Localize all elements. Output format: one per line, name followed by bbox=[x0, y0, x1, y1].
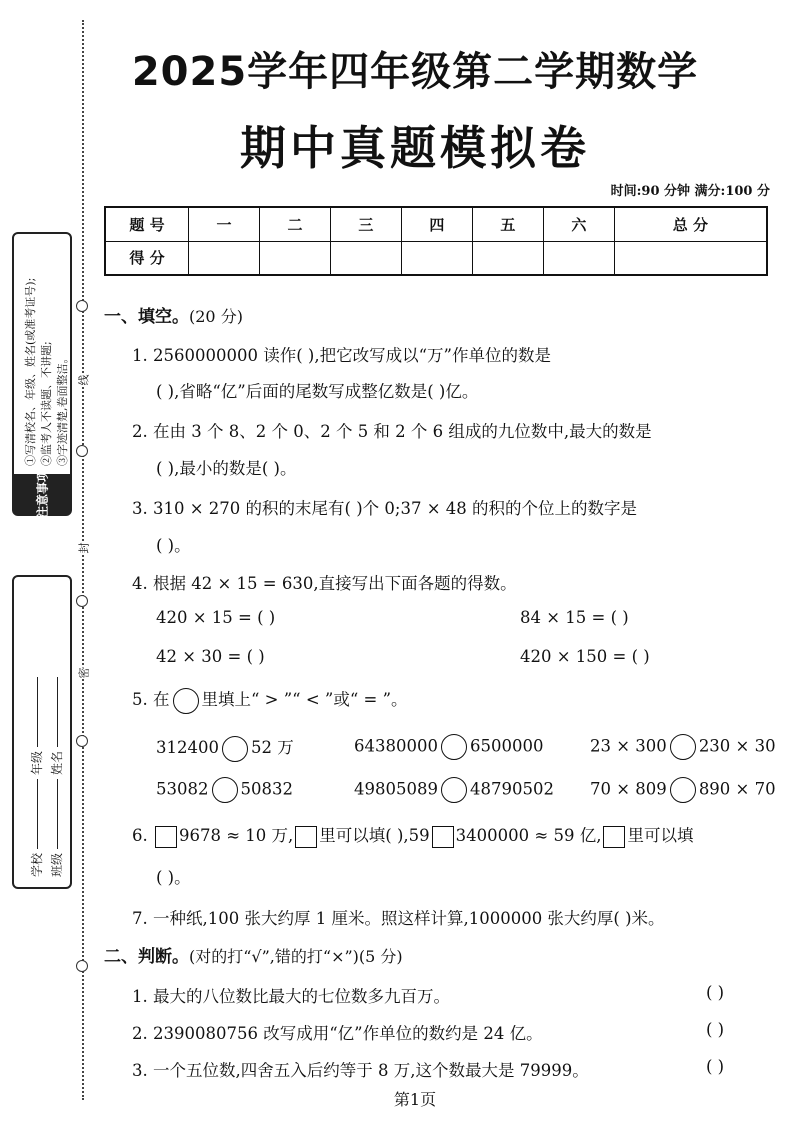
blank-square-icon[interactable] bbox=[432, 826, 454, 848]
judge-item-2: 2. 2390080756 改写成用“亿”作单位的数约是 24 亿。 bbox=[132, 1024, 543, 1043]
q2-line1: 2. 在由 3 个 8、2 个 0、2 个 5 和 2 个 6 组成的九位数中,最大的数是 bbox=[132, 422, 652, 441]
q5-item: 70 × 809 890 × 70 bbox=[590, 777, 776, 803]
label-class: 班级 bbox=[50, 852, 64, 877]
table-cell: 五 bbox=[472, 207, 543, 241]
page-number: 第1页 bbox=[393, 1090, 437, 1109]
compare-circle-icon[interactable] bbox=[670, 777, 696, 803]
binding-hole bbox=[76, 595, 88, 607]
info-column-left bbox=[28, 673, 45, 877]
q5-item: 312400 52 万 bbox=[156, 734, 294, 762]
q4-item: 84 × 15 = ( ) bbox=[520, 608, 629, 627]
q1-line1: 1. 2560000000 读作( ),把它改写成以“万”作单位的数是 bbox=[132, 346, 551, 365]
score-table-score-row bbox=[105, 241, 767, 275]
q5-item: 23 × 300 230 × 30 bbox=[590, 734, 776, 760]
score-input-cell[interactable] bbox=[189, 241, 260, 275]
judge-answer-1[interactable]: ( ) bbox=[706, 983, 725, 1002]
info-column-right bbox=[48, 673, 65, 877]
table-cell: 总 分 bbox=[614, 207, 767, 241]
binding-hole bbox=[76, 300, 88, 312]
cut-word: 封 bbox=[77, 542, 91, 554]
binding-hole bbox=[76, 735, 88, 747]
binding-dotted-line bbox=[82, 20, 84, 1100]
judge-item-1: 1. 最大的八位数比最大的七位数多九百万。 bbox=[132, 987, 450, 1006]
judge-answer-3[interactable]: ( ) bbox=[706, 1057, 725, 1076]
table-cell: 四 bbox=[401, 207, 472, 241]
table-cell: 一 bbox=[189, 207, 260, 241]
compare-circle-icon[interactable] bbox=[212, 777, 238, 803]
compare-circle-icon[interactable] bbox=[222, 736, 248, 762]
q2-line2: ( ),最小的数是( )。 bbox=[156, 459, 297, 478]
compare-circle-icon bbox=[173, 688, 199, 714]
q3-line2: ( )。 bbox=[156, 536, 191, 555]
score-input-cell[interactable] bbox=[472, 241, 543, 275]
notice-box bbox=[12, 232, 72, 519]
blank-square-icon bbox=[295, 826, 317, 848]
q5-item: 53082 50832 bbox=[156, 777, 293, 803]
score-table-header-row bbox=[105, 207, 767, 241]
compare-circle-icon[interactable] bbox=[441, 734, 467, 760]
q4-item: 420 × 15 = ( ) bbox=[156, 608, 276, 627]
q3-line1: 3. 310 × 270 的积的末尾有( )个 0;37 × 48 的积的个位上的数字是 bbox=[132, 499, 638, 518]
student-info-box bbox=[12, 575, 72, 889]
q4-line1: 4. 根据 42 × 15 = 630,直接写出下面各题的得数。 bbox=[132, 574, 517, 593]
q5-item: 64380000 6500000 bbox=[354, 734, 543, 760]
q6-line1: 6. 9678 ≈ 10 万, 里可以填( ),59 3400000 ≈ 59 亿, 里可以填 bbox=[132, 822, 693, 848]
judge-answer-2[interactable]: ( ) bbox=[706, 1020, 725, 1039]
score-input-cell[interactable] bbox=[259, 241, 330, 275]
score-input-cell[interactable] bbox=[330, 241, 401, 275]
table-cell: 得 分 bbox=[105, 241, 189, 275]
q5-item: 49805089 48790502 bbox=[354, 777, 554, 803]
q1-line2: ( ),省略“亿”后面的尾数写成整亿数是( )亿。 bbox=[156, 382, 479, 401]
cut-word: 密 bbox=[77, 667, 91, 679]
cut-word: 线 bbox=[77, 374, 91, 386]
exam-info: 时间:90 分钟 满分:100 分 bbox=[610, 184, 770, 199]
binding-hole bbox=[76, 445, 88, 457]
notice-line: ③字迹清楚,卷面整洁。 bbox=[56, 352, 69, 466]
compare-circle-icon[interactable] bbox=[441, 777, 467, 803]
q4-item: 42 × 30 = ( ) bbox=[156, 647, 265, 666]
q6-line2: ( )。 bbox=[156, 868, 191, 887]
q5-line1: 5. 在 里填上“ > ”“ < ”或“ = ”。 bbox=[132, 686, 408, 714]
notice-head: 注意事项 bbox=[14, 474, 70, 514]
table-cell: 题 号 bbox=[105, 207, 189, 241]
score-input-cell[interactable] bbox=[401, 241, 472, 275]
compare-circle-icon[interactable] bbox=[670, 734, 696, 760]
notice-line: ①写清校名、年级、姓名(或准考证号); bbox=[24, 277, 37, 466]
q4-item: 420 × 150 = ( ) bbox=[520, 647, 650, 666]
label-school: 学校 bbox=[30, 852, 44, 877]
table-cell: 二 bbox=[259, 207, 330, 241]
blank-square-icon bbox=[603, 826, 625, 848]
judge-item-3: 3. 一个五位数,四舍五入后约等于 8 万,这个数最大是 79999。 bbox=[132, 1061, 589, 1080]
q7-line1: 7. 一种纸,100 张大约厚 1 厘米。照这样计算,1000000 张大约厚( )米。 bbox=[132, 909, 665, 928]
table-cell: 三 bbox=[330, 207, 401, 241]
label-grade: 年级 bbox=[30, 750, 44, 775]
score-table bbox=[104, 206, 768, 276]
title-line-2: 期中真题模拟卷 bbox=[240, 121, 590, 175]
binding-hole bbox=[76, 960, 88, 972]
title-line-1: 2025学年四年级第二学期数学 bbox=[131, 49, 699, 95]
notice-line: ②监考人不读题、不讲题; bbox=[40, 341, 53, 466]
score-input-cell[interactable] bbox=[614, 241, 767, 275]
table-cell: 六 bbox=[543, 207, 614, 241]
score-input-cell[interactable] bbox=[543, 241, 614, 275]
blank-square-icon[interactable] bbox=[155, 826, 177, 848]
section-1-title: 一、填空。(20 分) bbox=[104, 307, 243, 327]
section-2-title: 二、判断。(对的打“√”,错的打“×”)(5 分) bbox=[104, 947, 403, 967]
label-name: 姓名 bbox=[50, 750, 64, 775]
